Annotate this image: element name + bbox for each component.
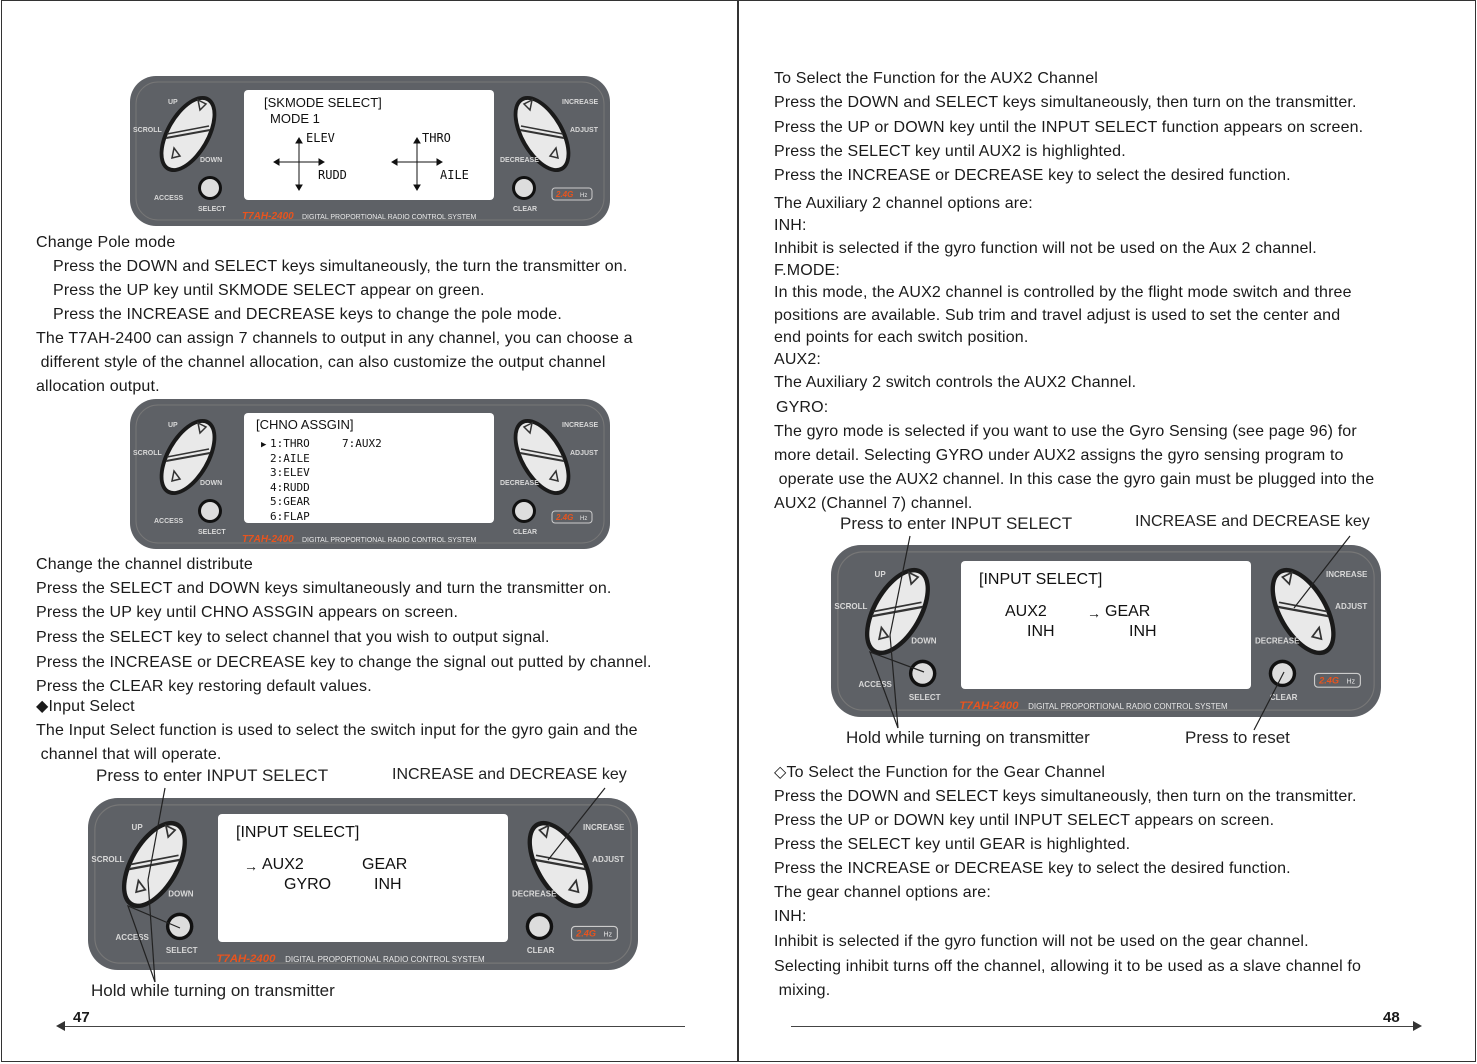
aux2-line: Inhibit is selected if the gyro function will not be used on the Aux 2 channel. (774, 240, 1317, 257)
select-label: SELECT (198, 529, 226, 536)
down-label: DOWN (911, 636, 937, 646)
select-button[interactable] (198, 176, 222, 200)
intro-line: The T7AH-2400 can assign 7 channels to output in any channel, you can choose a (36, 330, 633, 347)
transmitter-panel-4 (831, 545, 1381, 717)
decrease-label: DECREASE (500, 480, 539, 487)
model-logo: T7AH-2400 (959, 699, 1019, 712)
lcd-title: [CHNO ASSGIN] (256, 417, 354, 432)
tagline: DIGITAL PROPORTIONAL RADIO CONTROL SYSTEM (302, 214, 477, 221)
page-number: 47 (73, 1009, 90, 1026)
gear-line: Press the UP or DOWN key until INPUT SELECT appears on screen. (774, 812, 1275, 829)
model-logo: T7AH-2400 (216, 952, 276, 965)
aux2-line: positions are available. Sub trim and travel adjust is used to set the center and (774, 307, 1341, 324)
scroll-label: SCROLL (834, 602, 868, 612)
input-select-text: channel that will operate. (36, 746, 222, 763)
lcd-gyro: GYRO (284, 876, 332, 893)
gear-line: Press the DOWN and SELECT keys simultaneously, then turn on the transmitter. (774, 788, 1357, 805)
aux2-line: AUX2: (774, 351, 821, 368)
gear-line: Selecting inhibit turns off the channel, allowing it to be used as a slave channel fo (774, 958, 1362, 975)
lcd-aile: AILE (440, 168, 469, 182)
select-label: SELECT (198, 206, 226, 213)
lcd-screen (961, 561, 1251, 689)
channel-item: 5:GEAR (270, 495, 310, 508)
aux2-line: INH: (774, 217, 807, 234)
clear-button[interactable] (512, 499, 536, 523)
lcd-gear: GEAR (362, 856, 408, 873)
adjust-label: ADJUST (570, 450, 599, 457)
clear-button[interactable] (526, 913, 554, 941)
scroll-label: SCROLL (91, 855, 125, 865)
annotation-hold: Hold while turning on transmitter (846, 728, 1090, 747)
ghz-text: 2.4G (556, 190, 574, 199)
select-button[interactable] (909, 660, 937, 688)
footer-arrow-icon (1413, 1021, 1422, 1031)
tagline: DIGITAL PROPORTIONAL RADIO CONTROL SYSTEM (285, 954, 485, 964)
model-logo: T7AH-2400 (242, 534, 294, 545)
lcd-inh-aux2: INH (1027, 623, 1055, 640)
annotation-press-enter: Press to enter INPUT SELECT (840, 514, 1073, 533)
gear-line: The gear channel options are: (774, 884, 991, 901)
aux2-line: Press the INCREASE or DECREASE key to select the desired function. (774, 167, 1291, 184)
transmitter-panel-3 (88, 798, 638, 970)
pole-mode-step: Press the INCREASE and DECREASE keys to change the pole mode. (53, 306, 562, 323)
input-select-heading: ◆Input Select (36, 698, 135, 715)
lcd-title: [SKMODE SELECT] (264, 95, 382, 110)
footer-rule (791, 1026, 1413, 1027)
decrease-label: DECREASE (511, 889, 557, 899)
up-label: UP (131, 823, 143, 833)
lcd-inh: INH (374, 876, 402, 893)
arrow-right-icon: → (244, 858, 258, 874)
annotation-press-enter: Press to enter INPUT SELECT (96, 766, 329, 785)
access-label: ACCESS (154, 518, 184, 525)
channel-item-7: 7:AUX2 (342, 437, 382, 450)
channel-step: Press the UP key until CHNO ASSGIN appears on screen. (36, 604, 459, 621)
pole-mode-step: Press the UP key until SKMODE SELECT appear on green. (53, 282, 485, 299)
aux2-line: To Select the Function for the AUX2 Channel (774, 70, 1098, 87)
footer-rule (63, 1026, 685, 1027)
clear-label: CLEAR (526, 945, 555, 955)
channel-item: 1:THRO (270, 437, 310, 450)
gear-line: Press the INCREASE or DECREASE key to select the desired function. (774, 860, 1291, 877)
lcd-screen (244, 90, 494, 200)
annotation-inc-dec: INCREASE and DECREASE key (1135, 513, 1370, 530)
cursor-icon: ▶ (261, 440, 267, 450)
gear-line: Press the SELECT key until GEAR is highlighted. (774, 836, 1131, 853)
stick-cross-icons (244, 90, 494, 200)
page-number: 48 (1383, 1009, 1400, 1026)
aux2-line: more detail. Selecting GYRO under AUX2 assigns the gyro sensing program to (774, 447, 1344, 464)
aux2-line: Press the SELECT key until AUX2 is highlighted. (774, 143, 1126, 160)
annotation-reset: Press to reset (1185, 728, 1290, 747)
aux2-line: end points for each switch position. (774, 329, 1029, 346)
lcd-inh-gear: INH (1129, 623, 1157, 640)
gear-line: mixing. (774, 982, 831, 999)
channel-step: Press the INCREASE or DECREASE key to change the signal out putted by channel. (36, 654, 652, 671)
decrease-label: DECREASE (500, 157, 539, 164)
increase-label: INCREASE (583, 823, 625, 833)
hz-text: Hz (580, 193, 588, 199)
aux2-line: AUX2 (Channel 7) channel. (774, 495, 973, 512)
scroll-label: SCROLL (133, 127, 162, 134)
intro-line: allocation output. (36, 378, 160, 395)
adjust-label: ADJUST (1335, 602, 1368, 612)
clear-label: CLEAR (513, 206, 538, 213)
gear-line: ◇To Select the Function for the Gear Channel (774, 764, 1106, 781)
channel-step: Press the SELECT and DOWN keys simultaneously and turn the transmitter on. (36, 580, 612, 597)
access-label: ACCESS (154, 195, 184, 202)
clear-button[interactable] (512, 176, 536, 200)
annotation-inc-dec: INCREASE and DECREASE key (392, 766, 627, 783)
aux2-line: Press the UP or DOWN key until the INPUT SELECT function appears on screen. (774, 119, 1364, 136)
hz-text: Hz (603, 931, 613, 939)
lcd-screen (244, 413, 494, 523)
lcd-screen (218, 814, 508, 942)
select-button[interactable] (166, 913, 194, 941)
arrow-right-icon: → (1087, 605, 1101, 621)
lcd-aux2: AUX2 (1005, 603, 1047, 620)
aux2-line: F.MODE: (774, 262, 840, 279)
adjust-label: ADJUST (570, 127, 599, 134)
increase-label: INCREASE (562, 422, 599, 429)
lcd-aux2: AUX2 (262, 856, 304, 873)
ghz-text: 2.4G (1319, 675, 1339, 686)
input-select-text: The Input Select function is used to select the switch input for the gyro gain and the (36, 722, 638, 739)
access-label: ACCESS (115, 933, 149, 943)
lcd-title: [INPUT SELECT] (979, 571, 1103, 588)
aux2-line: Press the DOWN and SELECT keys simultaneously, then turn on the transmitter. (774, 94, 1357, 111)
channel-item: 4:RUDD (270, 480, 310, 494)
hz-text: Hz (580, 516, 588, 522)
intro-line: different style of the channel allocation, can also customize the output channel (36, 354, 606, 371)
select-label: SELECT (908, 692, 941, 702)
channel-item: 2:AILE (270, 451, 310, 465)
lcd-elev: ELEV (306, 131, 335, 145)
down-label: DOWN (168, 889, 194, 899)
lcd-title: [INPUT SELECT] (236, 824, 360, 841)
select-button[interactable] (198, 499, 222, 523)
down-label: DOWN (200, 480, 223, 487)
increase-label: INCREASE (1326, 570, 1368, 580)
lcd-rudd: RUDD (318, 168, 347, 182)
transmitter-panel-1 (130, 76, 610, 226)
aux2-line: operate use the AUX2 channel. In this case the gyro gain must be plugged into the (774, 471, 1375, 488)
pole-mode-step: Press the DOWN and SELECT keys simultaneously, the turn the transmitter on. (53, 258, 628, 275)
channel-item: 6:FLAP (270, 509, 310, 523)
aux2-line: In this mode, the AUX2 channel is controlled by the flight mode switch and three (774, 284, 1352, 301)
channel-list (270, 437, 310, 524)
lcd-gear: GEAR (1105, 603, 1151, 620)
tagline: DIGITAL PROPORTIONAL RADIO CONTROL SYSTEM (302, 537, 477, 544)
scroll-label: SCROLL (133, 450, 162, 457)
pole-mode-heading: Change Pole mode (36, 234, 176, 251)
gear-line: Inhibit is selected if the gyro function will not be used on the gear channel. (774, 933, 1309, 950)
up-label: UP (874, 570, 886, 580)
increase-label: INCREASE (562, 99, 599, 106)
channel-item: 3:ELEV (270, 466, 310, 479)
ghz-text: 2.4G (556, 513, 574, 522)
adjust-label: ADJUST (592, 855, 625, 865)
channel-step: Press the CLEAR key restoring default values. (36, 678, 372, 695)
clear-button[interactable] (1269, 660, 1297, 688)
up-label: UP (168, 99, 178, 106)
select-label: SELECT (165, 945, 198, 955)
channel-distribute-heading: Change the channel distribute (36, 556, 253, 573)
aux2-line: GYRO: (776, 399, 829, 416)
clear-label: CLEAR (1269, 692, 1298, 702)
annotation-hold: Hold while turning on transmitter (91, 981, 335, 1000)
lcd-thro: THRO (422, 131, 451, 145)
hz-text: Hz (1346, 678, 1356, 686)
down-label: DOWN (200, 157, 223, 164)
gear-line: INH: (774, 908, 807, 925)
channel-step: Press the SELECT key to select channel that you wish to output signal. (36, 629, 550, 646)
lcd-mode: MODE 1 (270, 111, 320, 126)
aux2-line: The Auxiliary 2 channel options are: (774, 195, 1033, 212)
up-label: UP (168, 422, 178, 429)
footer-arrow-icon (56, 1021, 65, 1031)
access-label: ACCESS (858, 680, 892, 690)
ghz-text: 2.4G (576, 928, 596, 939)
model-logo: T7AH-2400 (242, 211, 294, 222)
aux2-line: The Auxiliary 2 switch controls the AUX2 Channel. (774, 374, 1137, 391)
aux2-line: The gyro mode is selected if you want to use the Gyro Sensing (see page 96) for (774, 423, 1357, 440)
transmitter-panel-2 (130, 399, 610, 549)
clear-label: CLEAR (513, 529, 538, 536)
decrease-label: DECREASE (1254, 636, 1300, 646)
tagline: DIGITAL PROPORTIONAL RADIO CONTROL SYSTEM (1028, 701, 1228, 711)
